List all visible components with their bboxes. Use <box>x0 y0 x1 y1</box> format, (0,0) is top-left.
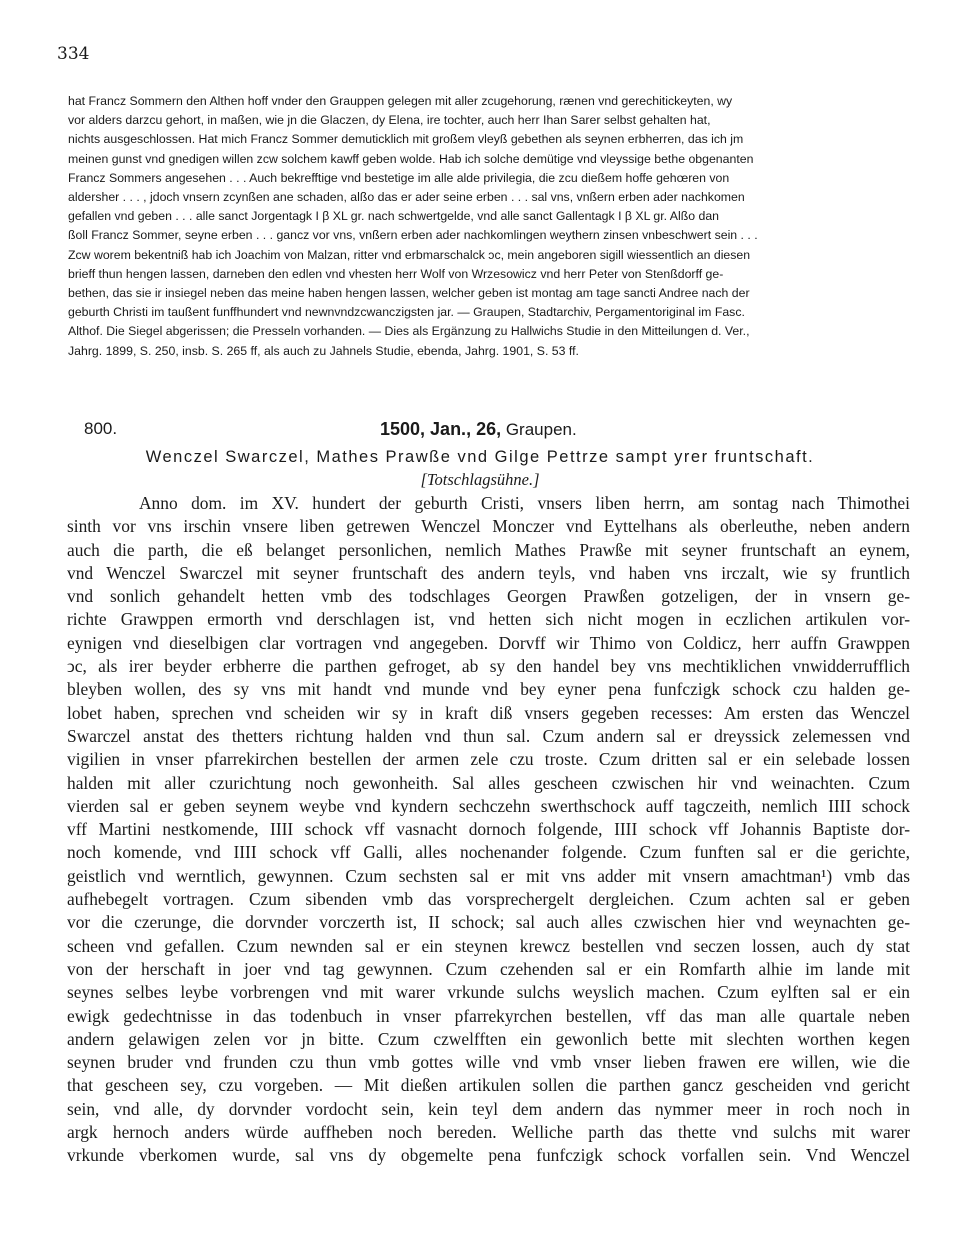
entry-subtitle: [Totschlagsühne.] <box>420 470 540 489</box>
text-line: ßoll Francz Sommer, seyne erben . . . gancz vor vns, vnßern erben ader nachkomlingen weythern zinsen vnbeschwert sein . . . <box>68 228 758 243</box>
text-line: vnd sonlich gehandelt hetten vmb des todschlages Georgen Prawßen gotzeligen, der in vnsern ge- <box>67 586 910 607</box>
text-line: argk hernoch anders würde auffheben noch bereden. Welliche parth das thette vnd sulchs mit warer <box>67 1122 910 1143</box>
text-line: brieff thun hengen lassen, darneben den edlen vnd vhesten herr Wolf von Wrzesowicz vnd herr Peter von Stenßdorff ge- <box>68 266 724 281</box>
text-line: vierden sal er geben seynem weybe vnd kyndern sechczehn swerthschock auff tagczeith, nemlich IIII schock <box>67 795 910 816</box>
text-line: halden mit aller czurichtung noch gewonheith. Sal alles gescheen czwischen hir vnd weinachten. Czum <box>67 772 910 793</box>
text-line: sein, vnd alle, dy dorvnder vordocht sein, kein teyl dem andern das nymmer meer in roch noch in <box>67 1098 910 1119</box>
text-line: hat Francz Sommern den Althen hoff vnder den Grauppen gelegen mit aller zcugehorung, rænen vnd gerechitickeyten, wy <box>68 94 733 108</box>
text-line: sinth vor vns irschin vnsere liben getrewen Wenczel Monczer vnd Eyttelhans als oberleuthe, neben andern <box>67 516 910 537</box>
text-line: that gescheen sey, czu vorgeben. — Mit dießen artikulen sollen die parthen gancz gescheiden vnd gericht <box>67 1075 910 1096</box>
text-line: andern gelawigen zelen vor jn bitte. Czum czwelfften ein gewonlich bette mit slechten worthen kegen <box>67 1028 910 1049</box>
text-line: ewigk gedechtnisse in das todenbuch in vnser pfarrekyrchen bestellen, vff das man alle quartale neben <box>67 1005 910 1026</box>
text-line: eynigen vnd dieselbigen clar vortragen vnd angegeben. Dorvff wir Thimo von Coldicz, herr auffn Grawppen <box>67 632 910 653</box>
text-line: vor alders darzcu gehort, in maßen, wie jn die Glaczen, dy Elena, ire tochter, auch herr Ihan Sarer selbst gehalten hat, <box>68 113 711 128</box>
text-line: vor die czerunge, die dorvnder vorczerth ist, II schock; sal auch alles czwischen hier vnd weynachten ge- <box>67 912 910 933</box>
text-line: Swarczel anstat des thetters richtung halden vnd thun sal. Czum andern sal er dreyssick zelemessen vnd <box>67 725 910 746</box>
entry-body-text <box>67 492 910 1168</box>
text-line: bleyben wollen, des sy vns mit handt vnd munde vnd bey eyner pena funfczigk schock czu halden ge- <box>67 679 910 700</box>
page-number: 334 <box>57 44 90 64</box>
text-line: meinen gunst vnd gnedigen willen zcw solchem kawff geben wolde. Hab ich solche demütige vnd vleyssige bethe obgenanten <box>68 151 754 166</box>
text-line: Francz Sommers angesehen . . . Auch bekrefftige vnd bestetige im alle alde privilegia, die zcu dießem hoffe gehœren von <box>68 170 730 185</box>
text-line: lobet haben, sprechen vnd scheiden wir sy in kraft diß vnsers gegeben recesses: Am ersten das Wenczel <box>67 702 910 723</box>
text-line: vnd Wenczel Swarczel mit seyner fruntschaft des andern teyls, vnd haben vns irczalt, wie sy fruntlich <box>67 562 910 583</box>
text-line: seynen bruder vnd frunden czu thun vmb gottes wille vnd vmb vnser lieben frawen ere willen, wie die <box>67 1052 910 1073</box>
text-line: ↄc, als irer beyder erbherre die parthen gefroget, ab sy den handel bey vns mechtiklichen vnwidderrufflich <box>67 656 910 677</box>
text-line: Jahrg. 1899, S. 250, insb. S. 265 ff, als auch zu Jahnels Studie, ebenda, Jahrg. 1901, S. 53 ff. <box>68 343 579 358</box>
text-line: gefallen vnd geben . . . alle sanct Jorgentagk I β XL gr. nach schwertgelde, vnd alle sanct Gallentagk I β XL gr. Alßo dan <box>68 209 720 224</box>
text-line: scheen vnd gefallen. Czum newnden sal er ein steynen krewcz bestellen vnd seczen lossen, auch dy stat <box>67 935 910 956</box>
previous-entry-text <box>68 92 910 361</box>
entry-date <box>380 419 577 440</box>
text-line: vff Martini nestkomende, IIII schock vff vasnacht dornoch folgende, IIII schock vff Johannis Baptiste dor- <box>67 819 910 840</box>
text-line: vigilien in vnser pfarrekirchen bestellen der armen zele czu troste. Czum dritten sal er ein selebade lossen <box>67 749 910 770</box>
entry-date-bold: 1500, Jan., 26, <box>380 419 502 439</box>
entry-title: Wenczel Swarczel, Mathes Prawße vnd Gilge Pettrze sampt yrer fruntschaft. <box>145 448 815 466</box>
text-line: Anno dom. im XV. hundert der geburth Cristi, vnsers liben herrn, am sontag nach Thimothei <box>139 493 910 513</box>
text-line: richte Grawppen ermorth vnd derschlagen ist, vnd hetten sich nicht mogen in eczlichen artikulen vor- <box>67 609 910 630</box>
text-line: geistlich vnd werntlich, gewynnen. Czum sechsten sal er mit vns adder mit vnsern amachtman¹) vmb das <box>67 865 910 886</box>
text-line: aldersher . . . , jdoch vnsern zcynßen ane schaden, alßo das er ader seine erben . . . sal vns, vnßern erben ader nachkomen <box>68 190 745 205</box>
text-line: noch komende, vnd IIII schock vff Galli, alles nochenander folgende. Czum funften sal er die gerichte, <box>67 842 910 863</box>
text-line: seynes selbes leybe vorbrengen vnd mit warer vrkunde sulchs weyslich machen. Czum eylften sal er ein <box>67 982 910 1003</box>
text-line: von der herschaft in joer vnd tag gewynnen. Czum czehenden sal er ein Romfarth alhie im lande mit <box>67 958 910 979</box>
entry-place: Graupen. <box>501 420 577 439</box>
text-line: nichts ausgeschlossen. Hat mich Francz Sommer demuticklich mit großem vleyß gebethen als seynen erbherren, das ich jm <box>68 132 744 147</box>
text-line: bethen, das sie ir insiegel neben das meine haben hengen lassen, welcher geben ist montag am tage sancti Andree nach der <box>68 286 750 301</box>
text-line: auch die parth, die eß belanget personlichen, nemlich Mathes Prawße mit seyner fruntschaft an eynem, <box>67 539 910 560</box>
text-line: aufhebegelt vortragen. Czum sibenden vmb das vorsprechergelt dergleichen. Czum achten sal er geben <box>67 889 910 910</box>
entry-number: 800. <box>84 419 118 438</box>
text-line: Zcw worem bekentniß hab ich Joachim von Malzan, ritter vnd erbmarschalck ↄc, mein angeboren sigill wiessentlich an diesen <box>68 247 751 262</box>
text-line: Althof. Die Siegel abgerissen; die Presseln vorhanden. — Dies als Ergänzung zu Hallwichs Studie in den Mitteilungen d. Ver., <box>68 324 750 339</box>
text-line: vrkunde vberkomen wurde, sal vns dy obgemelte pena funfczigk schock vorfallen sein. Vnd Wenczel <box>67 1145 910 1166</box>
text-line: geburth Christi im taußent funffhundert vnd newnvndzcwanczigsten jar. — Graupen, Stadtarchiv, Pergamentoriginal im Fasc. <box>68 305 745 320</box>
